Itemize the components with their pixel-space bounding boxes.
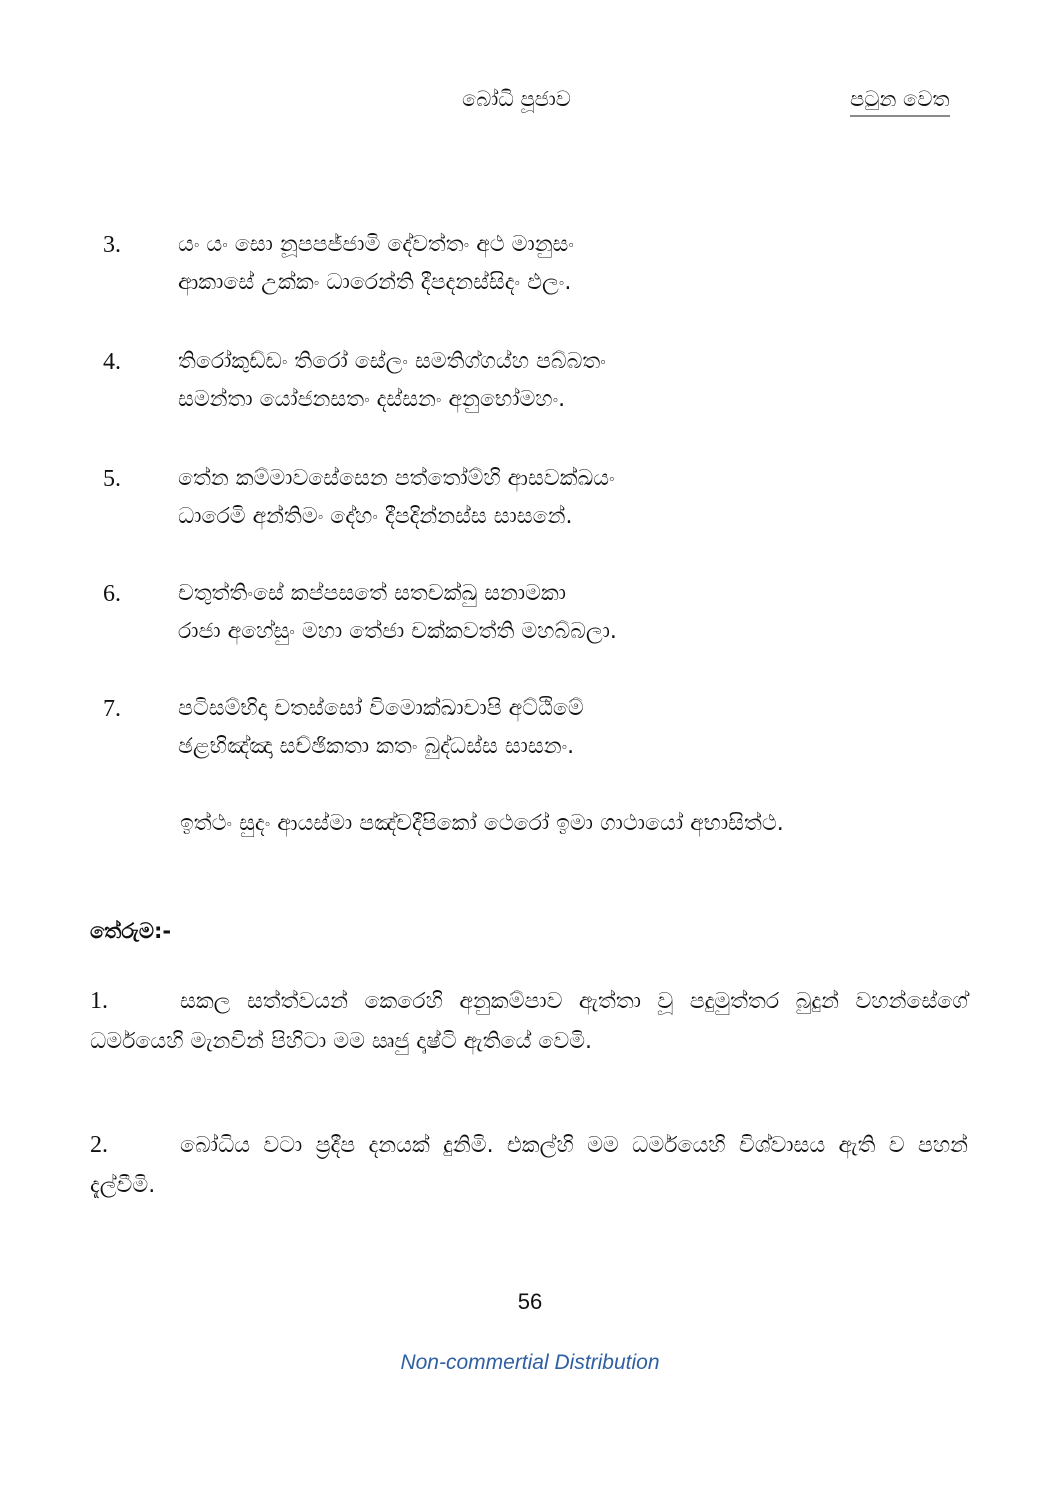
verse-line: රාජා අහේසුං මහා තේජා චක්කවත්ති මහබ්බලා. [178, 619, 617, 644]
translation-text: සකල සත්ත්වයන් කෙරෙහි අනුකම්පාව ඇත්තා වූ පදුමුත්තර බුදුන් වහන්සේගේ ධර්මයෙහි මැනවින් පිහිටා මම ඍජු දෘෂ්ටි ඇතියේ වෙමි. [90, 989, 968, 1054]
verse-line: ආකාසේ උක්කං ධාරෙන්ති දීපදනස්සිදං ඵලං. [178, 270, 572, 295]
translation-text: බෝධිය වටා ප්‍රදීප දනයක් දුනිමි. එකල්හි මම ධර්මයෙහි විශ්වාසය ඇති ව පහන් දැල්වීමි. [90, 1133, 968, 1198]
verse-line: තේන කම්මාවසේසෙන පත්තෝම්හි ආසවක්ඛයං [178, 466, 615, 491]
closing-paragraph [90, 804, 968, 844]
verse-number: 7. [103, 696, 121, 722]
translation-heading: තේරුම:- [90, 919, 172, 943]
verse-line: පටිසම්භිදා චතස්සෝ විමොක්ඛාචාපි අට්ඨිමේ [178, 696, 584, 721]
verse-line: චතුත්තිංසේ කප්පසතේ සතචක්ඛු සනාමකා [178, 581, 567, 606]
verse-number: 3. [103, 232, 121, 258]
verse-lines [178, 460, 615, 536]
verse-line: ඡළභිඤ්ඤා සච්ඡිකතා කතං බුද්ධස්ස සාසනං. [178, 734, 575, 759]
verse-lines [178, 690, 584, 766]
verse-lines [178, 226, 574, 302]
translation-number: 1. [90, 988, 108, 1014]
verse-number: 6. [103, 581, 121, 607]
verse-line: යං යං සො නූපපජ්ජාමි දේවත්තං අථ මානුසං [178, 232, 574, 257]
translation-item-2 [90, 1125, 968, 1206]
page-number: 56 [517, 1289, 543, 1314]
translation-number: 2. [90, 1132, 108, 1158]
running-title: බෝධි පූජාව [462, 87, 571, 111]
closing-paragraph-text: ඉත්ථං සුදං ආයස්මා පඤ්චදීපිකෝ ථෙරෝ ඉමා ගාථායෝ අභාසිත්ථ. [180, 811, 784, 836]
distribution-note: Non-commertial Distribution [400, 1351, 660, 1374]
verse-line: තිරෝකුඩ්ඩං තිරෝ සේලං සමතිග්ගය්හ පබ්බතං [178, 349, 606, 374]
contents-link[interactable]: පටුන වෙත [850, 84, 950, 117]
verse-lines [178, 575, 617, 651]
verse-number: 4. [103, 349, 121, 375]
page-header [0, 84, 1060, 124]
translation-item-1 [90, 981, 968, 1062]
verse-lines [178, 343, 606, 419]
verse-number: 5. [103, 466, 121, 492]
verse-line: සමන්තා යෝජනසතං දස්සනං අනුභෝමහං. [178, 387, 566, 412]
verse-line: ධාරෙමි අන්තිමං දේහං දීපදින්නස්ස සාසනේ. [178, 504, 573, 529]
